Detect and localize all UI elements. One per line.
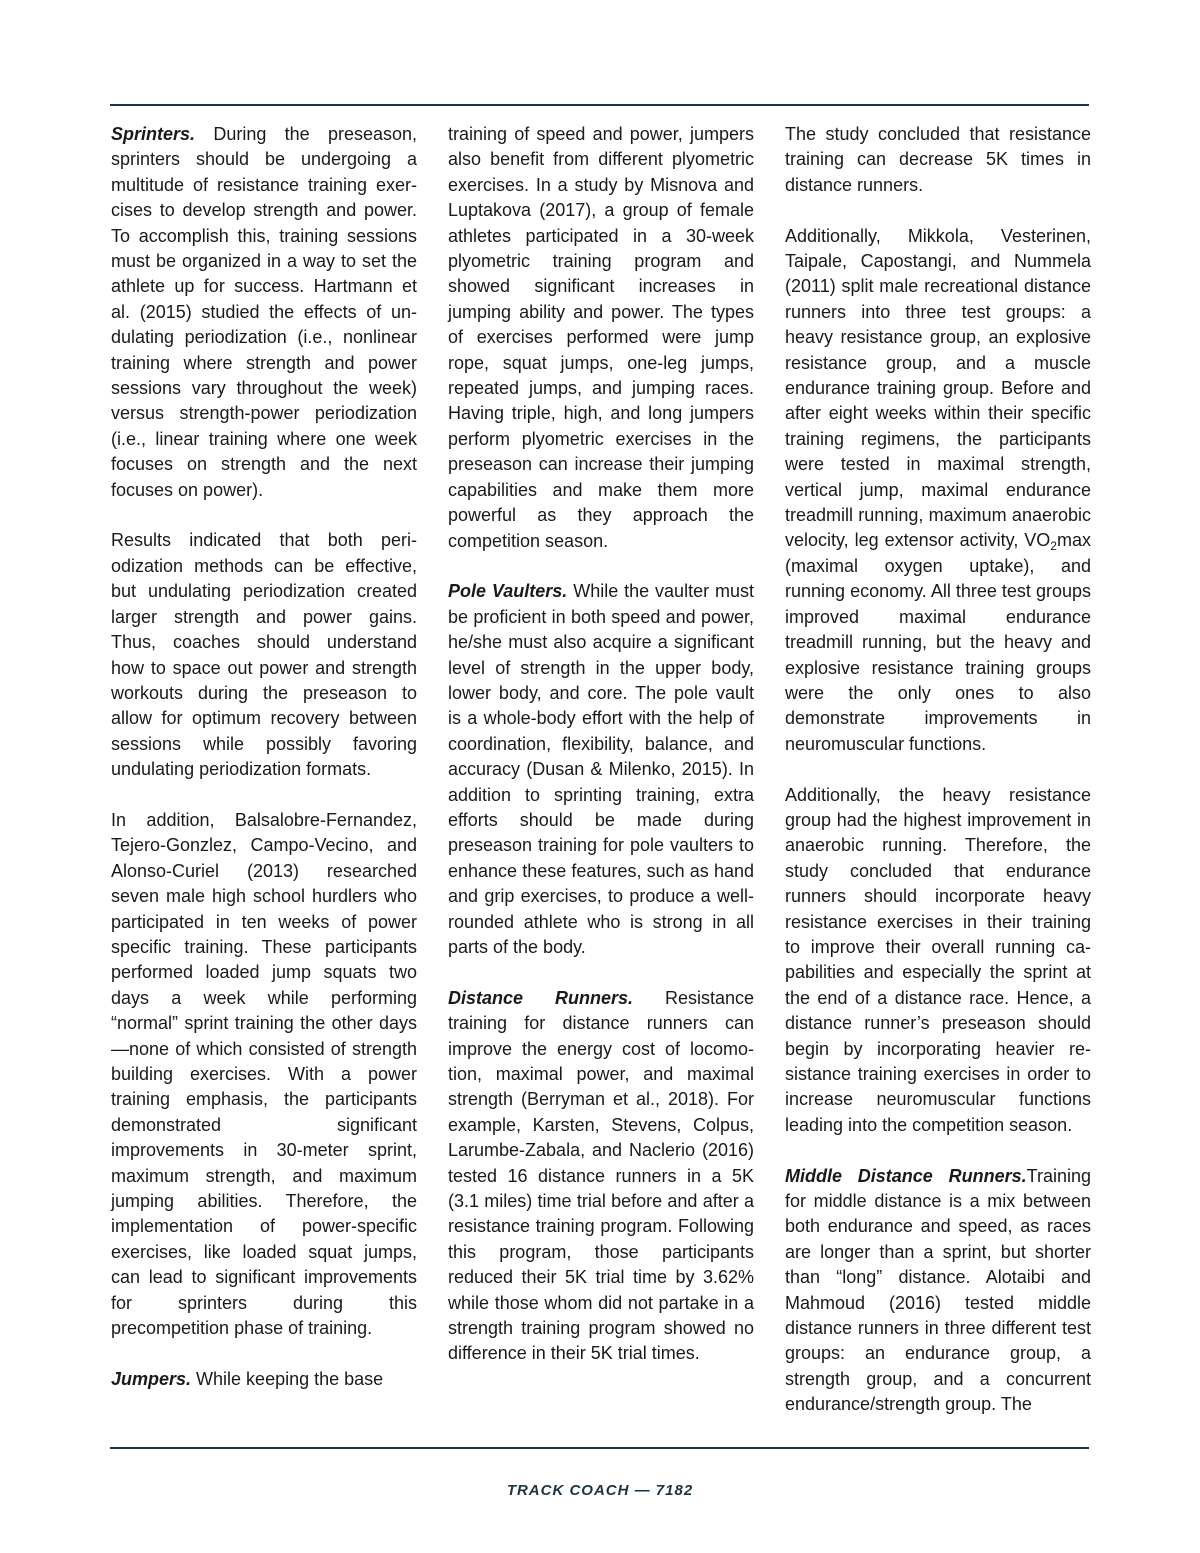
page-footer: TRACK COACH — 7182 bbox=[506, 1482, 694, 1499]
heading-jumpers: Jumpers. bbox=[111, 1368, 192, 1389]
column-1 bbox=[111, 122, 417, 1392]
paragraph-jumpers: Jumpers. While keeping the base bbox=[111, 1368, 384, 1389]
paragraph: Additionally, the heavy resistance group had the highest improvement in anaerobic running. Therefore, the study concluded that endurance runners should incorporate heavy resistance exercises in their training to improve their overall running capabilities and especially the sprint at the end of a distance race. Hence, a distance runner’s preseason should begin by incorporating heavier resistance training exercises in order to increase neuromuscular functions leading into the competition season. bbox=[785, 784, 1091, 1135]
heading-distance-runners: Distance Runners. bbox=[448, 987, 633, 1008]
column-2 bbox=[448, 122, 754, 1367]
paragraph-sprinters: Sprinters. During the preseason, sprinters should be undergoing a multitude of resistance training exercises to develop strength and power. To accomplish this, training sessions must be organized in a way to set the athlete up for success. Hartmann et al. (2015) studied the effects of undulating periodization (i.e., nonlinear training where strength and power sessions vary throughout the week) versus strength-power periodization (i.e., linear training where one week focuses on strength and the next focuses on power). bbox=[111, 124, 417, 500]
paragraph: In addition, Balsalobre-Fernandez, Tejero-Gonzlez, Campo-Vecino, and Alonso-Curiel (2013) researched seven male high school hurdlers who participated in ten weeks of power specific training. These participants performed loaded jump squats two days a week while performing “normal” sprint training the other days—none of which consisted of strength building exercises. With a power training emphasis, the participants demonstrated significant improvements in 30-meter sprint, maximum strength, and maximum jumping abilities. Therefore, the implementation of power-specific exercises, like loaded squat jumps, can lead to significant improvements for sprinters during this precompetition phase of training. bbox=[111, 809, 417, 1339]
heading-middle-distance: Middle Distance Runners. bbox=[785, 1165, 1027, 1186]
paragraph-middle-distance: Middle Distance Runners.Training for middle distance is a mix between both endurance and speed, as races are longer than a sprint, but shorter than “long” distance. Alotaibi and Mahmoud (2016) tested middle distance runners in three different test groups: an endurance group, a strength group, and a concurrent endurance/strength group. The bbox=[785, 1165, 1091, 1415]
paragraph: training of speed and power, jumpers also benefit from different plyometric exercises. In a study by Misnova and Luptakova (2017), a group of female athletes participated in a 30-week plyometric training program and showed significant increases in jumping ability and power. The types of exercises performed were jump rope, squat jumps, one-leg jumps, repeated jumps, and jumping races. Having triple, high, and long jumpers perform plyometric exercises in the preseason can increase their jumping capabilities and make them more powerful as they approach the competition season. bbox=[448, 124, 754, 551]
paragraph: Results indicated that both periodization methods can be effective, but undulating periodization created larger strength and power gains. Thus, coaches should understand how to space out power and strength workouts during the preseason to allow for optimum recovery between sessions while possibly favoring undulating periodization formats. bbox=[111, 530, 417, 780]
heading-pole-vaulters: Pole Vaulters. bbox=[448, 581, 568, 602]
paragraph-pole-vaulters: Pole Vaulters. While the vaulter must be proficient in both speed and power, he/she must also acquire a significant level of strength in the upper body, lower body, and core. The pole vault is a whole-body effort with the help of coordination, flexibility, balance, and accuracy (Dusan & Milenko, 2015). In addition to sprinting training, extra efforts should be made during preseason training for pole vaulters to enhance these features, such as hand and grip exercises, to produce a well-rounded athlete who is strong in all parts of the body. bbox=[448, 581, 754, 957]
paragraph: The study concluded that resistance training can decrease 5K times in distance runners. bbox=[785, 124, 1091, 195]
column-3 bbox=[785, 122, 1091, 1418]
top-rule bbox=[110, 104, 1089, 106]
bottom-rule bbox=[110, 1447, 1089, 1449]
heading-sprinters: Sprinters. bbox=[111, 124, 196, 144]
paragraph: Additionally, Mikkola, Vesterinen, Taipale, Capostangi, and Nummela (2011) split male recreational distance runners into three test groups: a heavy resistance group, an explosive resistance group, and a muscle endurance training group. Before and after eight weeks within their specific training regimens, the participants were tested in maximal strength, vertical jump, maximal endurance treadmill running, maximum anaerobic velocity, leg extensor activity, $VO_2\max$ (maximal oxygen uptake), and running economy. All three test groups improved maximal endurance treadmill running, but the heavy and explosive resistance training groups were the only ones to also demonstrate improvements in neuromuscular functions. bbox=[785, 225, 1091, 754]
paragraph-distance-runners: Distance Runners. Resistance training for distance runners can improve the energy cost of locomotion, maximal power, and maximal strength (Berryman et al., 2018). For example, Karsten, Stevens, Colpus, Larumbe-Zabala, and Naclerio (2016) tested 16 distance runners in a 5K (3.1 miles) time trial before and after a resistance training program. Following this program, those participants reduced their 5K trial time by 3.62% while those whom did not partake in a strength training program showed no difference in their 5K trial times. bbox=[448, 987, 754, 1364]
